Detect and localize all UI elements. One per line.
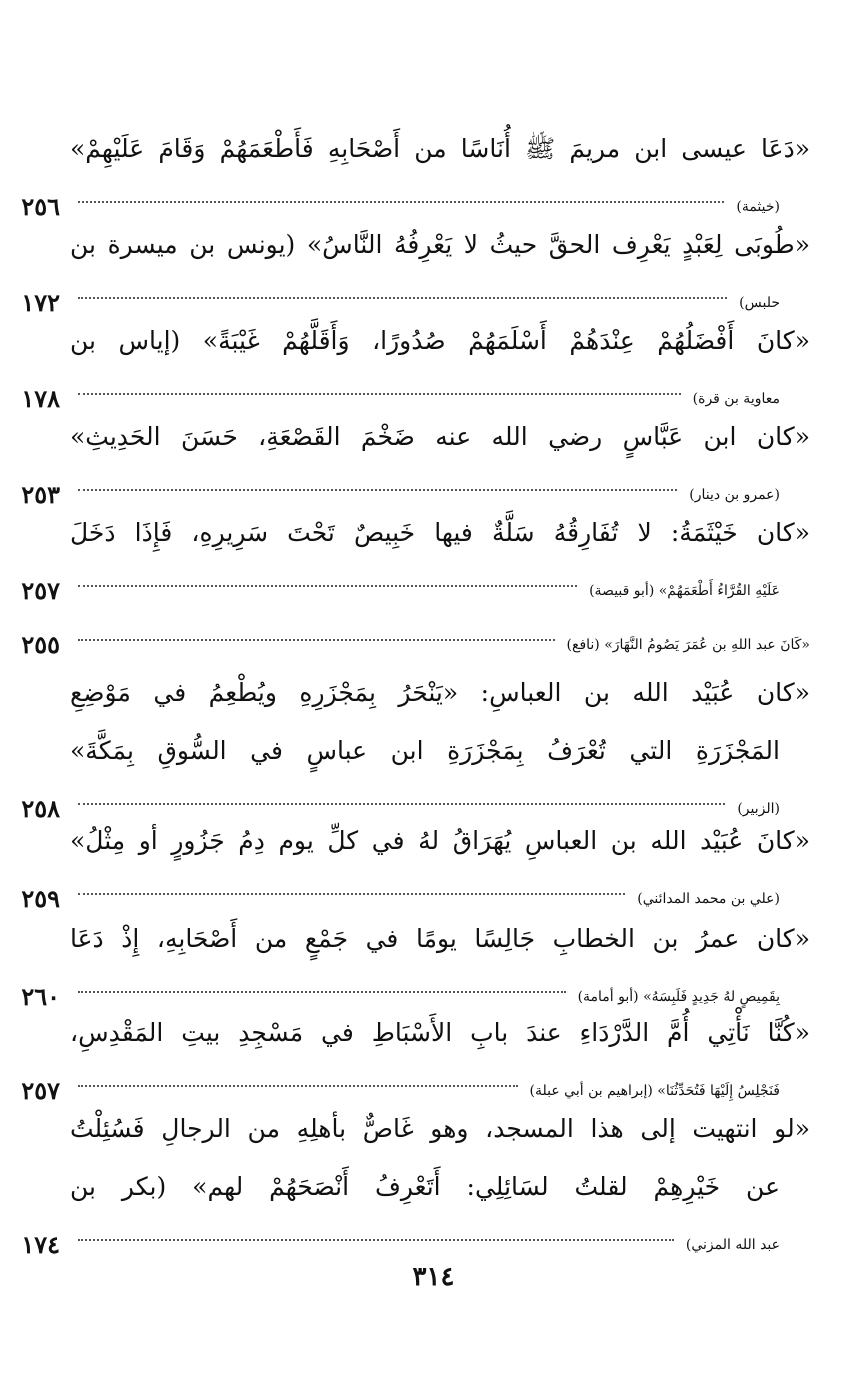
- page-reference: ١٧٢: [21, 288, 60, 317]
- dot-leader: [78, 1239, 674, 1241]
- dot-leader: [78, 585, 577, 587]
- dot-leader: [78, 1085, 518, 1087]
- entry-text: فَنَجْلِسُ إِلَيْهَا فَتُحَدِّثُنَا» (إبراهيم بن أبي عبلة): [529, 1083, 780, 1099]
- entry-line: «دَعَا عيسى ابن مريمَ ﷺ أُنَاسًا من أَصْحَابِهِ فَأَطْعَمَهُمْ وَقَامَ عَلَيْهِمْ»: [70, 134, 810, 163]
- page-reference: ٢٥٧: [21, 1076, 60, 1105]
- entry-text: بِقَمِيصٍ لهُ جَدِيدٍ فَلَبِسَهُ» (أبو أمامة): [577, 989, 780, 1005]
- dot-leader: [78, 639, 555, 641]
- entry-line: «طُوبَى لِعَبْدٍ يَعْرِف الحقَّ حيثُ لا يَعْرِفُهُ النَّاسُ» (يونس بن ميسرة بن: [70, 230, 810, 259]
- page-reference: ١٧٨: [21, 384, 60, 413]
- dot-leader: [78, 393, 681, 395]
- entry-line: «لو انتهيت إلى هذا المسجد، وهو غَاصٌّ بأهلِهِ من الرجالِ فَسُئِلْتُ: [70, 1114, 810, 1143]
- page-reference: ١٧٤: [21, 1230, 60, 1259]
- entry-line: «كان عُبَيْد الله بن العباسِ: «يَنْحَرُ بِمَجْزَرِهِ ويُطْعِمُ في مَوْضِعِ: [70, 678, 810, 707]
- entry-text: (عمرو بن دينار): [689, 487, 780, 503]
- entry-text: (الزبير): [737, 801, 780, 817]
- entry-line: المَجْزَرَةِ التي تُعْرَفُ بِمَجْزَرَةِ ابن عباسٍ في السُّوقِ بِمَكَّةَ»: [70, 736, 780, 765]
- dot-leader: [78, 991, 566, 993]
- page-reference: ٢٥٣: [21, 480, 60, 509]
- entry-line: عن خَيْرِهِمْ لقلتُ لسَائِلِي: أَتَعْرِفُ أَنْصَحَهُمْ لهم» (بكر بن: [70, 1172, 780, 1201]
- index-entry: [21, 1100, 810, 1274]
- page-reference: ٢٥٨: [21, 794, 60, 823]
- page-reference: ٢٦٠: [21, 982, 60, 1011]
- dot-leader: [78, 201, 724, 203]
- entry-line: «كُنَّا نَأْتِي أُمَّ الدَّرْدَاءِ عندَ بابِ الأَسْبَاطِ في مَسْجِدِ بيتِ المَقْدِسِ،: [70, 1018, 810, 1047]
- entry-line: «كان ابن عَبَّاسٍ رضي الله عنه ضَخْمَ القَصْعَةِ، حَسَنَ الحَدِيثِ»: [70, 422, 810, 451]
- page-reference: ٢٥٧: [21, 576, 60, 605]
- dot-leader: [78, 893, 625, 895]
- dot-leader: [78, 803, 725, 805]
- entry-text: عَلَيْهِ القُرَّاءُ أَطْعَمَهُمْ» (أبو قبيصة): [589, 583, 780, 599]
- page-reference: ٢٥٥: [21, 630, 60, 659]
- entry-line: «كانَ عُبَيْد الله بن العباسِ يُهَرَاقُ لهُ في كلِّ يوم دِمُ جَزُورٍ أو مِثْلُ»: [70, 826, 810, 855]
- entry-text: (خيثمة): [736, 199, 780, 215]
- dot-leader: [78, 489, 677, 491]
- page-number: ٣١٤: [412, 1262, 455, 1292]
- entry-text: حلبس): [739, 295, 780, 311]
- entry-text: معاوية بن قرة): [692, 391, 780, 407]
- entry-text: «كَانَ عبد اللهِ بن عُمَرَ يَصُومُ النَّهَارَ» (نافع): [566, 637, 810, 653]
- entry-line: «كان خَيْثَمَةُ: لا تُفَارِقُهُ سَلَّةٌ فيها خَبِيصٌ تَحْتَ سَرِيرِهِ، فَإِذَا دَخَلَ: [70, 518, 810, 547]
- page-reference: ٢٥٦: [21, 192, 60, 221]
- index-entry: [21, 504, 810, 620]
- entry-text: (علي بن محمد المدائني): [637, 891, 780, 907]
- entry-line: «كان عمرُ بن الخطابِ جَالِسًا يومًا في جَمْعٍ من أَصْحَابِهِ، إِذْ دَعَا: [70, 924, 810, 953]
- entry-text: عبد الله المزني): [685, 1237, 780, 1253]
- entry-line: «كانَ أَفْضَلُهُمْ عِنْدَهُمْ أَسْلَمَهُمْ صُدُورًا، وَأَقَلَّهُمْ غَيْبَةً» (إياس بن: [70, 326, 810, 355]
- entry-last-line: [21, 562, 810, 620]
- page-reference: ٢٥٩: [21, 884, 60, 913]
- dot-leader: [78, 297, 727, 299]
